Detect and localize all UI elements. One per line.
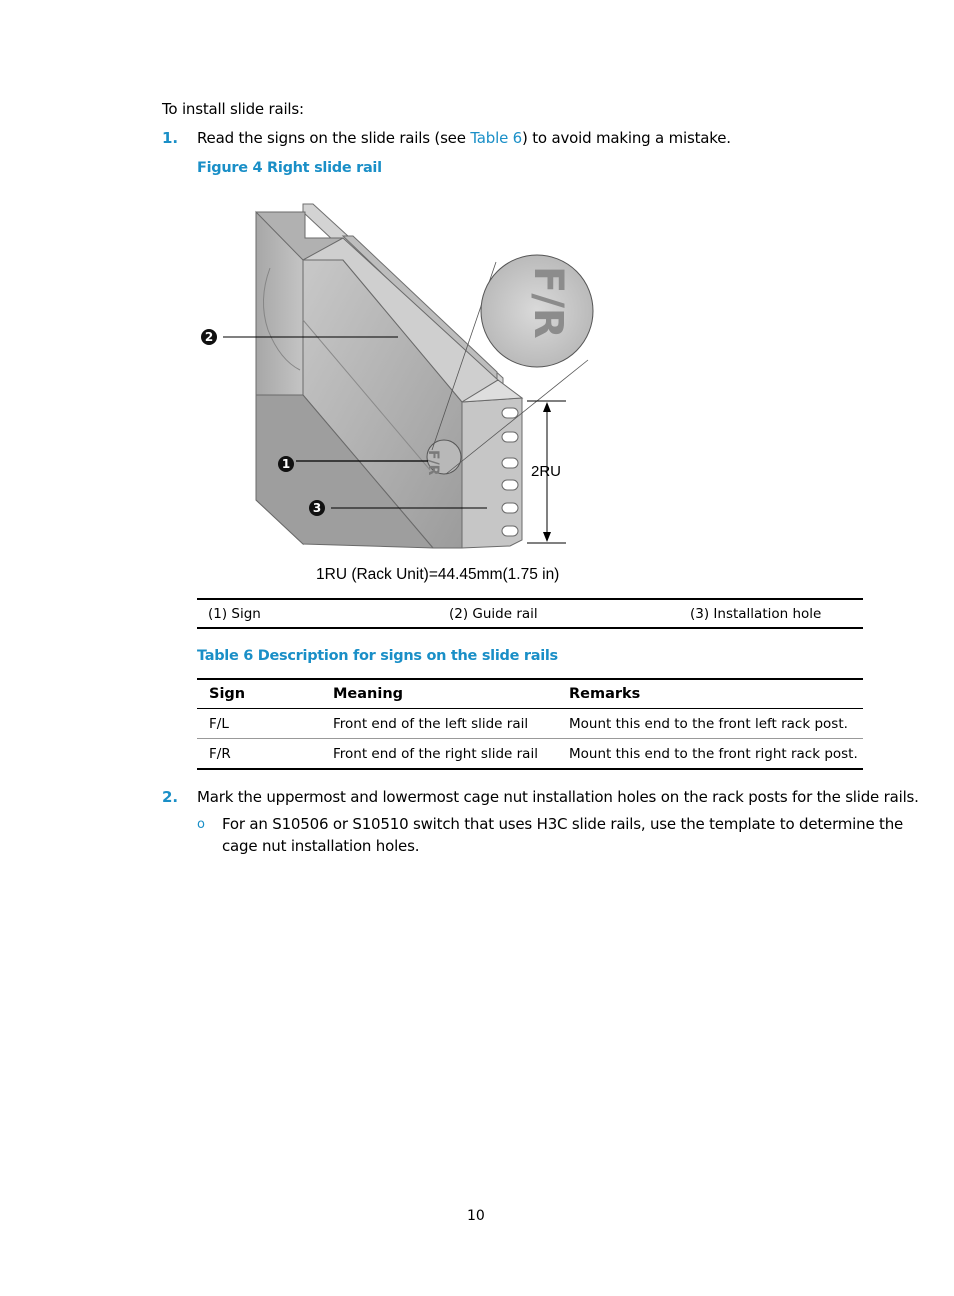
step1-text: Read the signs on the slide rails (see Table 6) to avoid making a mistake. — [197, 129, 731, 147]
cell-meaning: Front end of the right slide rail — [333, 745, 538, 762]
rack-unit-note: 1RU (Rack Unit)=44.45mm(1.75 in) — [316, 566, 560, 583]
callout-3: 3 — [309, 500, 325, 516]
header-remarks: Remarks — [557, 680, 863, 709]
page-number: 10 — [467, 1208, 485, 1224]
cell-remarks: Mount this end to the front left rack post. — [557, 709, 863, 739]
cell-sign: F/R — [209, 745, 231, 762]
callout-1: 1 — [278, 456, 294, 472]
legend-sign: (1) Sign — [208, 605, 261, 622]
slide-rail-illustration — [190, 195, 610, 595]
sign-zoom-text: F/R — [525, 266, 571, 339]
step1-number: 1. — [162, 129, 179, 147]
step2-subitem-line1: For an S10506 or S10510 switch that uses H3C slide rails, use the template to determine the — [222, 815, 904, 833]
step2-text: Mark the uppermost and lowermost cage nut installation holes on the rack posts for the slide rails. — [197, 788, 919, 806]
table-row — [197, 709, 863, 739]
table-caption: Table 6 Description for signs on the slide rails — [197, 648, 558, 664]
cell-meaning: Front end of the left slide rail — [321, 709, 557, 739]
intro-text: To install slide rails: — [162, 100, 304, 118]
table6-link[interactable]: Table 6 — [470, 129, 523, 147]
legend-installation-hole: (3) Installation hole — [690, 605, 822, 622]
legend-guide-rail: (2) Guide rail — [449, 605, 538, 622]
step2-subitem-line2: cage nut installation holes. — [222, 837, 420, 855]
table-header-row — [197, 680, 863, 709]
header-sign: Sign — [197, 680, 321, 709]
cell-remarks: Mount this end to the front right rack post. — [569, 745, 858, 762]
callout-2: 2 — [201, 329, 217, 345]
sign-description-table — [197, 678, 863, 770]
cell-sign: F/L — [197, 709, 321, 739]
table-row — [197, 739, 863, 769]
figure-legend — [197, 598, 863, 629]
sign-small-text: F/R — [425, 450, 441, 476]
bullet-icon: o — [197, 817, 205, 832]
header-meaning: Meaning — [321, 680, 557, 709]
figure-caption: Figure 4 Right slide rail — [197, 160, 382, 176]
step2-number: 2. — [162, 788, 179, 806]
dimension-label: 2RU — [531, 463, 562, 480]
